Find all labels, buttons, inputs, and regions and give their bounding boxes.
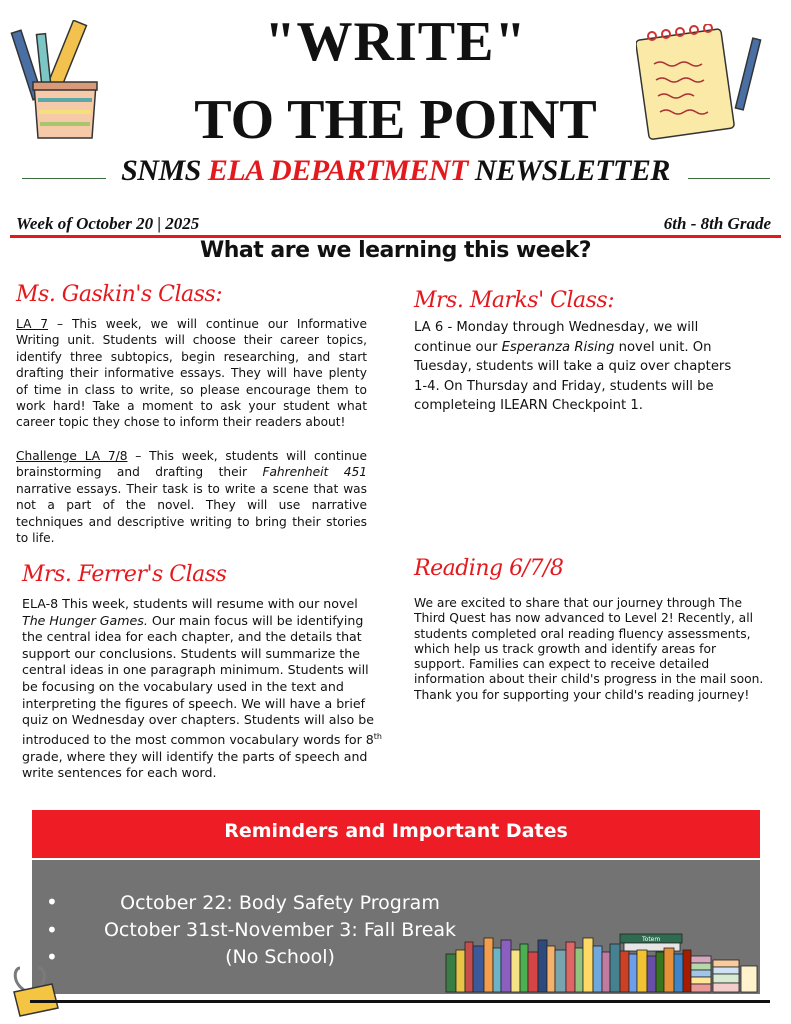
- subtitle-part-department: ELA DEPARTMENT: [207, 154, 468, 187]
- reminders-banner: Reminders and Important Dates: [32, 810, 760, 858]
- reminder-item-1: October 22: Body Safety Program: [120, 892, 440, 914]
- ferrer-paragraph: [22, 596, 382, 782]
- subtitle-part-newsletter: NEWSLETTER: [467, 154, 670, 187]
- gaskin-challenge-text-a: – This week, students will continue brainstorming and drafting their: [16, 449, 368, 480]
- subtitle-part-school: SNMS: [121, 154, 208, 187]
- ferrer-text-c: grade, where they will identify the parts of speech and write sentences for each word.: [22, 748, 368, 781]
- right-divider: [688, 178, 770, 179]
- section-heading: What are we learning this week?: [199, 238, 592, 263]
- reading-title: Reading 6/7/8: [414, 556, 564, 581]
- week-of-date: Week of October 20 | 2025: [16, 214, 200, 233]
- reading-paragraph: We are excited to share that our journey through The Third Quest has now advanced to Level 2! Recently, all students completed oral reading fluency assessments, which help us track growth and identify areas for support. Families can expect to receive detailed information about their child's progress in the mail soon. Thank you for supporting your child's reading journey!: [414, 596, 764, 702]
- gaskin-challenge-label: Challenge LA 7/8: [16, 449, 128, 463]
- reminder-item-3: (No School): [225, 946, 335, 968]
- gaskin-la7-paragraph: [16, 316, 367, 431]
- left-divider: [22, 178, 106, 179]
- marks-class-title: Mrs. Marks' Class:: [414, 288, 615, 313]
- gaskin-challenge-text-b: narrative essays. Their task is to write a scene that was not a part of the novel. They will use narrative techniques and descriptive writing to bring their stories to life.: [16, 481, 367, 546]
- gaskin-challenge-book: Fahrenheit 451: [262, 465, 367, 480]
- ferrer-sup: th: [373, 731, 383, 741]
- ferrer-text-b: Our main focus will be identifying the central idea for each chapter, and the details that support our conclusions. Students will summarize the central ideas in one paragraph minimum. Students will be focusing on the vocabulary used in the text and interpreting the figures of speech. We will have a brief quiz on Wednesday over chapters. Students will also be introduced to the most common vocabulary words for 8: [22, 612, 374, 747]
- marks-text-b: novel unit. On Tuesday, students will take a quiz over chapters 1-4. On Thursday and Friday, students will be completeing ILEARN Checkpoint 1.: [414, 339, 732, 413]
- gaskin-la7-label: LA 7: [16, 317, 49, 331]
- bullet-1: •: [46, 890, 58, 914]
- ferrer-book: The Hunger Games.: [22, 612, 148, 628]
- marks-paragraph: [414, 318, 748, 416]
- bullet-2: •: [46, 918, 58, 942]
- grade-range: 6th - 8th Grade: [663, 214, 771, 233]
- reminder-item-2: October 31st-November 3: Fall Break: [103, 919, 457, 941]
- gaskin-class-title: Ms. Gaskin's Class:: [16, 282, 223, 307]
- newsletter-title-line1: "WRITE": [264, 11, 527, 73]
- book-totem-label: Totem: [642, 936, 661, 943]
- gaskin-challenge-paragraph: [16, 448, 367, 546]
- ferrer-text-a: ELA-8 This week, students will resume with our novel: [22, 596, 358, 611]
- binder-clip-icon: [8, 964, 62, 1020]
- bookshelf-illustration: [444, 930, 760, 994]
- gaskin-la7-text: – This week, we will continue our Informative Writing unit. Students will choose their career topics, identify three subtopics, begin researching, and start drafting their informative essays. They will have plenty of time in class to write, so please encourage them to work hard! Take a moment to ask your student what career topic they chose to inform their readers about!: [16, 317, 367, 430]
- newsletter-subtitle: [0, 154, 791, 188]
- marks-text-a: LA 6 - Monday through Wednesday, we will continue our: [414, 320, 699, 355]
- ferrer-class-title: Mrs. Ferrer's Class: [22, 562, 227, 587]
- newsletter-title-line2: TO THE POINT: [194, 89, 597, 151]
- bottom-rule: [30, 1000, 770, 1003]
- bullet-3: •: [46, 945, 58, 969]
- marks-book: Esperanza Rising: [501, 339, 615, 355]
